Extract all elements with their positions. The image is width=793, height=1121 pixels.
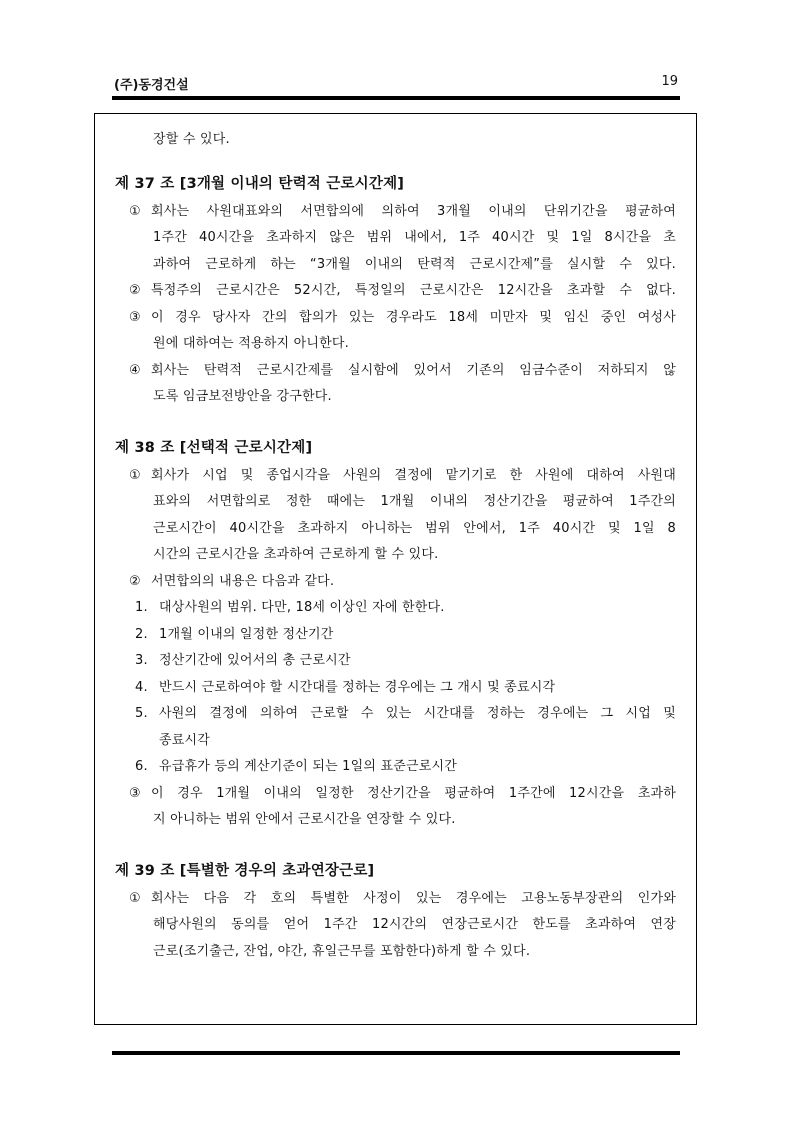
item-mark: ① [129,890,141,906]
page-header [112,70,680,96]
article-38-item-2: ② 서면합의의 내용은 다음과 같다. [115,569,676,596]
article-38-subitem-1: 1. 대상사원의 범위. 다만, 18세 이상인 자에 한한다. [115,595,676,622]
footer-rule [112,1051,680,1055]
article-38-item-1-line-2: 표와의 서면합의로 정한 때에는 1개월 이내의 정산기간을 평균하여 1주간의 [153,494,676,509]
article-37-item-3-line-1: ③ 이 경우 당사자 간의 합의가 있는 경우라도 18세 미만자 및 임신 중인 여성사 [115,305,676,332]
subitem-mark: 3. [135,653,148,668]
article-37-item-1-line-1: ① 회사는 사원대표와의 서면합의에 의하여 3개월 이내의 단위기간을 평균하여 [115,199,676,226]
article-38-subitem-4: 4. 반드시 근로하여야 할 시간대를 정하는 경우에는 그 개시 및 종료시각 [115,675,676,702]
item-mark: ① [129,203,141,219]
article-38-subitem-6: 6. 유급휴가 등의 계산기준이 되는 1일의 표준근로시간 [115,754,676,781]
subitem-mark: 1. [135,600,148,615]
page-number: 19 [661,74,678,89]
article-37-title: 제 37 조 [3개월 이내의 탄력적 근로시간제] [115,175,405,192]
intro-line: 장할 수 있다. [153,132,230,147]
article-38-subitem-5-line-2: 종료시각 [159,732,211,748]
article-37-item-1-line-2: 1주간 40시간을 초과하지 않은 범위 내에서, 1주 40시간 및 1일 8시간을 초 [153,230,676,245]
article-38-subitem-2: 2. 1개월 이내의 일정한 정산기간 [115,622,676,649]
article-39-item-1-line-1: ① 회사는 다음 각 호의 특별한 사정이 있는 경우에는 고용노동부장관의 인가와 [115,886,676,913]
header-rule [112,96,680,100]
item-mark: ④ [129,362,141,378]
item-mark: ② [129,573,141,589]
content-box [94,113,697,1025]
subitem-mark: 5. [135,706,148,721]
article-39-item-1-line-3: 근로(조기출근, 잔업, 야간, 휴일근무를 포함한다)하게 할 수 있다. [153,943,531,959]
article-38-item-1-line-3: 근로시간이 40시간을 초과하지 아니하는 범위 안에서, 1주 40시간 및 1일 8 [153,520,676,536]
article-39-title: 제 39 조 [특별한 경우의 초과연장근로] [115,862,375,879]
article-37-item-2-line-1: ② 특정주의 근로시간은 52시간, 특정일의 근로시간은 12시간을 초과할 수 없다. [115,278,676,305]
article-38-item-1-line-1: ① 회사가 시업 및 종업시각을 사원의 결정에 맡기기로 한 사원에 대하여 사원대 [115,463,676,490]
article-37-item-4-line-2: 도록 임금보전방안을 강구한다. [153,389,332,404]
item-mark: ② [129,283,141,298]
item-mark: ③ [129,309,141,325]
article-38-subitem-5-line-1: 5. 사원의 결정에 의하여 근로할 수 있는 시간대를 정하는 경우에는 그 시업 및 [115,701,676,728]
document-body [115,114,676,965]
article-38-item-3-line-2: 지 아니하는 범위 안에서 근로시간을 연장할 수 있다. [153,812,456,827]
article-39-item-1-line-2: 해당사원의 동의를 얻어 1주간 12시간의 연장근로시간 한도를 초과하여 연장 [153,917,676,932]
article-38-subitem-3: 3. 정산기간에 있어서의 총 근로시간 [115,648,676,675]
subitem-mark: 2. [135,626,148,642]
article-38-title: 제 38 조 [선택적 근로시간제] [115,439,313,456]
item-mark: ① [129,467,141,483]
company-name: (주)동경건설 [114,78,189,93]
subitem-mark: 6. [135,759,148,774]
subitem-mark: 4. [135,679,148,695]
article-37-item-3-line-2: 원에 대하여는 적용하지 아니한다. [153,336,349,351]
article-37-item-4-line-1: ④ 회사는 탄력적 근로시간제를 실시함에 있어서 기존의 임금수준이 저하되지 않 [115,358,676,385]
article-38-item-1-line-4: 시간의 근로시간을 초과하여 근로하게 할 수 있다. [153,547,439,562]
item-mark: ③ [129,785,141,801]
article-37-item-1-line-3: 과하여 근로하게 하는 “3개월 이내의 탄력적 근로시간제”를 실시할 수 있다. [153,256,676,272]
article-38-item-3-line-1: ③ 이 경우 1개월 이내의 일정한 정산기간을 평균하여 1주간에 12시간을 초과하 [115,781,676,808]
